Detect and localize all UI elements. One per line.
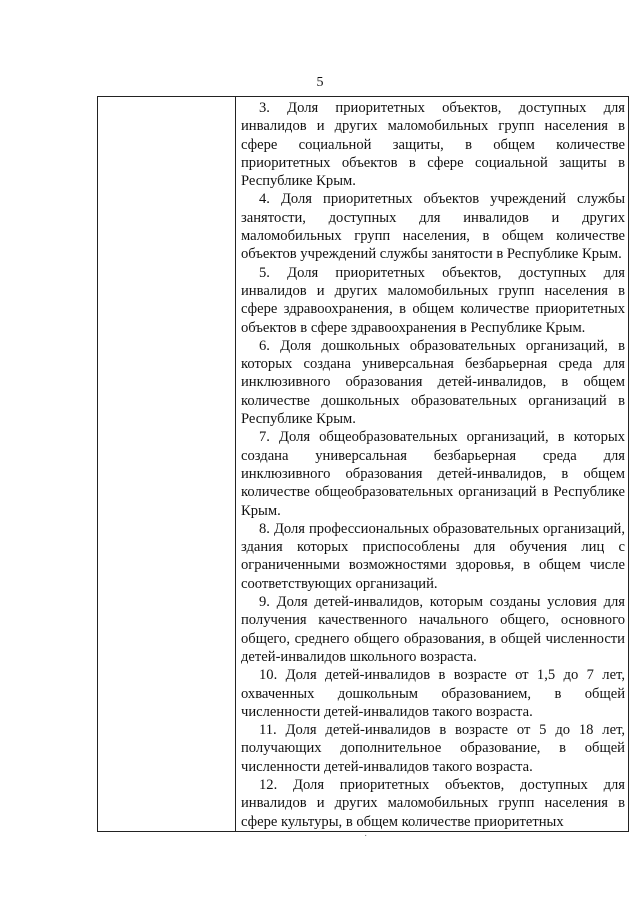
indicator-paragraph-4: 4. Доля приоритетных объектов учреждений службы занятости, доступных для инвалидов и других маломобильных групп населения, в общем количестве объектов учреждений службы занятости в Республике Крым. xyxy=(241,191,625,263)
indicator-paragraph-8: 8. Доля профессиональных образовательных организаций, здания которых приспособлены для обучения лиц с ограниченными возможностями здоровья, в общем числе соответствующих организаций. xyxy=(241,520,625,592)
right-column-cell xyxy=(236,97,629,832)
indicator-paragraph-11: 11. Доля детей-инвалидов в возрасте от 5 до 18 лет, получающих дополнительное образование, в общей численности детей-инвалидов такого возраста. xyxy=(241,722,625,775)
indicator-paragraph-10: 10. Доля детей-инвалидов в возрасте от 1,5 до 7 лет, охваченных дошкольным образованием, в общей численности детей-инвалидов такого возраста. xyxy=(241,667,625,720)
table-row xyxy=(98,97,629,832)
left-column-cell xyxy=(98,97,236,832)
scan-artifact-mark: ˙ xyxy=(364,834,368,845)
indicator-paragraph-5: 5. Доля приоритетных объектов, доступных для инвалидов и других маломобильных групп населения в сфере здравоохранения, в общем количестве приоритетных объектов в сфере здравоохранения в Республике Крым. xyxy=(241,264,625,336)
page-number: 5 xyxy=(316,75,324,90)
indicator-paragraph-3: 3. Доля приоритетных объектов, доступных для инвалидов и других маломобильных групп населения в сфере социальной защиты, в общем количестве приоритетных объектов в сфере социальной защиты в Республике Крым. xyxy=(241,100,625,190)
indicator-paragraph-6: 6. Доля дошкольных образовательных организаций, в которых создана универсальная безбарьерная среда для инклюзивного образования детей-инвалидов, в общем количестве дошкольных образовательных организаций в Республике Крым. xyxy=(241,337,625,428)
indicator-paragraph-12: 12. Доля приоритетных объектов, доступных для инвалидов и других маломобильных групп населения в сфере культуры, в общем количестве приоритетных xyxy=(241,776,625,830)
indicators-table xyxy=(97,96,629,832)
indicator-paragraph-7: 7. Доля общеобразовательных организаций, в которых создана универсальная безбарьерная среда для инклюзивного образования детей-инвалидов, в общем количестве общеобразовательных организаций в Республике Крым. xyxy=(241,429,625,519)
indicator-paragraph-9: 9. Доля детей-инвалидов, которым созданы условия для получения качественного начального общего, основного общего, среднего общего образования, в общей численности детей-инвалидов школьного возраста. xyxy=(241,594,625,665)
